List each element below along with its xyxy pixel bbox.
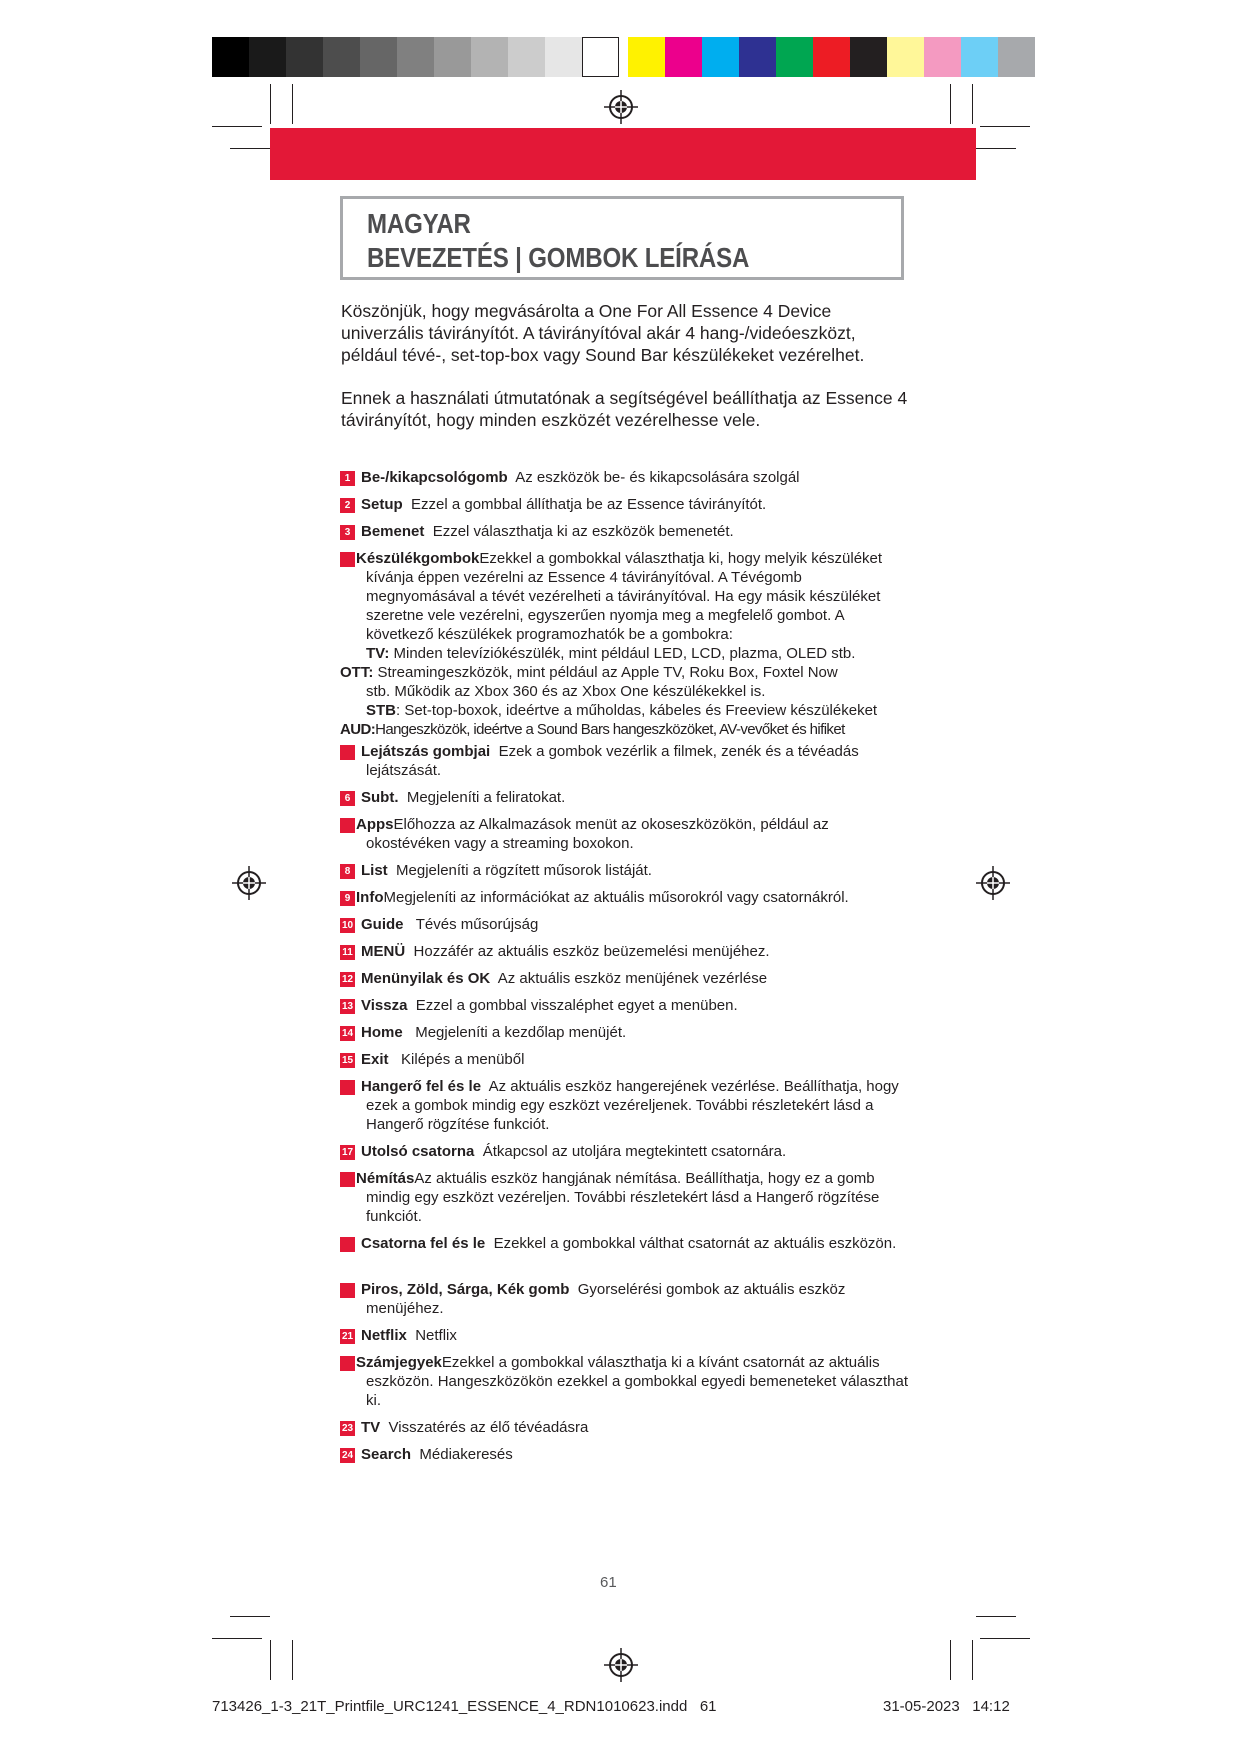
grayscale-color-bar — [212, 37, 619, 77]
item-number-badge: 9 — [340, 891, 355, 906]
item-text: Kilépés a menüből — [401, 1051, 525, 1068]
gray-swatch — [471, 37, 508, 77]
button-item-19 — [328, 1234, 912, 1253]
item-text: Tévés műsorújság — [415, 916, 539, 933]
crop-mark — [212, 1638, 262, 1639]
item-text: Átkapcsol az utoljára megtekintett csatornára. — [482, 1143, 787, 1160]
color-swatch — [665, 37, 702, 77]
registration-mark-icon — [604, 1648, 638, 1682]
button-item-8 — [340, 861, 912, 880]
item-title: TV — [361, 1419, 381, 1436]
button-item-10 — [340, 915, 912, 934]
crop-mark — [980, 1638, 1030, 1639]
item-title: Search — [361, 1446, 412, 1463]
item-title: Lejátszás gombjai — [361, 743, 491, 760]
device-aud-line: AUD:Hangeszközök, ideértve a Sound Bars hangeszközöket, AV-vevőket és hifiket — [340, 721, 845, 738]
button-item-22 — [328, 1353, 912, 1410]
gray-swatch — [434, 37, 471, 77]
item-title: List — [361, 862, 388, 879]
item-number-badge: 10 — [341, 920, 354, 931]
button-item-16 — [328, 1077, 912, 1134]
button-item-15 — [340, 1050, 912, 1069]
item-title: Netflix — [361, 1327, 407, 1344]
button-item-7 — [331, 815, 912, 853]
item-title: Apps — [356, 816, 394, 833]
item-number-badge: 14 — [341, 1028, 354, 1039]
device-tv-line: TV: Minden televíziókészülék, mint például LED, LCD, plazma, OLED stb. — [366, 645, 856, 662]
item-number-badge: 4 — [340, 552, 355, 567]
button-item-2 — [340, 495, 912, 514]
item-text: Ezekkel a gombokkal válthat csatornát az aktuális eszközön. — [493, 1235, 897, 1252]
intro-paragraph-2: Ennek a használati útmutatónak a segítségével beállíthatja az Essence 4 távirányítót, hogy minden eszközét vezérelhesse vele. — [341, 388, 908, 430]
gray-swatch — [212, 37, 249, 77]
button-item-20 — [328, 1280, 912, 1318]
item-text: Az aktuális eszköz hangjának némítása. Beállíthatja, hogy ez a gomb mindig egy eszközt vezéreljen. További részletekért lásd a Hangerő rögzítése funkciót. — [366, 1170, 880, 1225]
registration-mark-icon — [604, 90, 638, 124]
item-title: Menünyilak és OK — [361, 970, 491, 987]
color-swatch — [998, 37, 1035, 77]
item-text: Az eszközök be- és kikapcsolására szolgál — [515, 469, 800, 486]
item-number-badge: 19 — [340, 1237, 355, 1252]
color-swatch — [813, 37, 850, 77]
item-text: Visszatérés az élő tévéadásra — [388, 1419, 589, 1436]
item-number-badge: 16 — [340, 1080, 355, 1095]
gray-swatch — [397, 37, 434, 77]
crop-mark — [976, 1616, 1016, 1617]
item-text: Az aktuális eszköz menüjének vezérlése — [497, 970, 768, 987]
item-text: Netflix — [415, 1327, 457, 1344]
crop-mark — [212, 126, 262, 127]
item-text: Gyorselérési gombok az aktuális eszköz menüjéhez. — [366, 1281, 846, 1317]
gray-swatch — [323, 37, 360, 77]
item-text: Előhozza az Alkalmazások menüt az okoseszközökön, például az okostévéken vagy a streaming boxokon. — [366, 816, 829, 852]
item-text: Ezekkel a gombokkal választhatja ki a kívánt csatornát az aktuális eszközön. Hangeszközökön ezekkel a gombokkal egyedi bemeneteket választhat ki. — [366, 1354, 908, 1409]
footer-file-name: 713426_1-3_21T_Printfile_URC1241_ESSENCE_4_RDN1010623.indd 61 — [212, 1698, 717, 1715]
color-swatch — [776, 37, 813, 77]
intro-paragraph-1: Köszönjük, hogy megvásárolta a One For All Essence 4 Device univerzális távirányítót. A távirányítóval akár 4 hang-/videóeszközt, például tévé-, set-top-box vagy Sound Bar készülékeket vezérelhet. — [341, 301, 865, 365]
item-text: Megjeleníti a kezdőlap menüjét. — [415, 1024, 627, 1041]
item-number-badge: 5 — [340, 745, 355, 760]
item-title: Utolsó csatorna — [361, 1143, 475, 1160]
crop-mark — [972, 1640, 973, 1680]
item-number-badge: 11 — [340, 945, 355, 960]
item-number-badge: 15 — [341, 1055, 354, 1066]
button-item-21 — [340, 1326, 912, 1345]
item-title: Exit — [361, 1051, 389, 1068]
color-swatch — [924, 37, 961, 77]
item-number-badge: 17 — [341, 1147, 354, 1158]
item-title: Bemenet — [361, 523, 425, 540]
footer-timestamp: 31-05-2023 14:12 — [883, 1698, 1010, 1715]
crop-mark — [292, 1640, 293, 1680]
crop-mark — [230, 1616, 270, 1617]
item-text: Ezzel választhatja ki az eszközök bemenetét. — [432, 523, 734, 540]
crop-mark — [230, 148, 270, 149]
button-item-23 — [340, 1418, 912, 1437]
item-text: Az aktuális eszköz hangerejének vezérlése. Beállíthatja, hogy ezek a gombok mindig egy eszközt vezéreljenek. További részletekért lásd a Hangerő rögzítése funkciót. — [366, 1078, 899, 1133]
item-text: Médiakeresés — [419, 1446, 513, 1463]
item-title: Vissza — [361, 997, 408, 1014]
button-item-17 — [340, 1142, 912, 1161]
button-item-5 — [331, 742, 912, 780]
button-item-13 — [340, 996, 912, 1015]
item-title: Guide — [361, 916, 404, 933]
button-item-4 — [331, 549, 912, 739]
color-swatch — [628, 37, 665, 77]
gray-swatch — [286, 37, 323, 77]
item-title: Csatorna fel és le — [361, 1235, 486, 1252]
item-number-badge: 1 — [340, 471, 355, 486]
item-number-badge: 24 — [341, 1450, 354, 1461]
gray-swatch — [545, 37, 582, 77]
item-number-badge: 13 — [341, 1001, 354, 1012]
crop-mark — [980, 126, 1030, 127]
button-item-6 — [340, 788, 912, 807]
page-number: 61 — [600, 1574, 617, 1591]
button-item-14 — [340, 1023, 912, 1042]
color-swatch — [850, 37, 887, 77]
color-swatch — [961, 37, 998, 77]
item-number-badge: 7 — [340, 818, 355, 833]
gray-swatch — [249, 37, 286, 77]
color-swatch — [702, 37, 739, 77]
item-number-badge: 23 — [341, 1423, 354, 1434]
item-title: Hangerő fel és le — [361, 1078, 482, 1095]
item-text: Megjeleníti az információkat az aktuális műsorokról vagy csatornákról. — [383, 889, 849, 906]
item-number-badge: 21 — [341, 1331, 354, 1342]
crop-mark — [292, 84, 293, 124]
item-text: Hozzáfér az aktuális eszköz beüzemelési menüjéhez. — [413, 943, 770, 960]
device-ott-line: OTT: Streamingeszközök, mint például az Apple TV, Roku Box, Foxtel Now — [340, 664, 838, 681]
gray-swatch — [582, 37, 619, 77]
registration-mark-icon — [232, 866, 266, 900]
crop-mark — [972, 84, 973, 124]
button-item-3 — [340, 522, 912, 541]
gray-swatch — [508, 37, 545, 77]
item-title: Home — [361, 1024, 403, 1041]
section-heading-box — [340, 196, 904, 280]
crop-mark — [950, 1640, 951, 1680]
crop-mark — [270, 1640, 271, 1680]
item-text: Ezek a gombok vezérlik a filmek, zenék és a tévéadás lejátszását. — [366, 743, 859, 779]
item-text: Ezekkel a gombokkal választhatja ki, hogy melyik készüléket kívánja éppen vezérelni az Essence 4 távirányítóval. A Tévégomb megnyomásával a tévét vezérelheti a távirányítóval. Ha egy másik készüléket szeretne vele vezérelni, egyszerűen nyomja meg a megfelelő gombot. A következő készülékek programozhatók be a gombokra: — [366, 550, 883, 643]
item-title: Info — [356, 889, 384, 906]
process-color-bar — [628, 37, 1035, 77]
button-item-18 — [328, 1169, 912, 1226]
item-title: Subt. — [361, 789, 399, 806]
item-title: Setup — [361, 496, 403, 513]
registration-mark-icon — [976, 866, 1010, 900]
button-item-1 — [340, 468, 912, 487]
item-text: Ezzel a gombbal visszaléphet egyet a menüben. — [415, 997, 738, 1014]
gray-swatch — [360, 37, 397, 77]
button-item-9 — [340, 888, 912, 907]
section-heading: BEVEZETÉS | GOMBOK LEÍRÁSA — [367, 242, 750, 273]
item-number-badge: 2 — [340, 498, 355, 513]
item-text: Ezzel a gombbal állíthatja be az Essence távirányítót. — [411, 496, 767, 513]
item-number-badge: 6 — [340, 791, 355, 806]
color-swatch — [887, 37, 924, 77]
item-number-badge: 20 — [340, 1283, 355, 1298]
header-red-band — [270, 128, 976, 180]
item-number-badge: 3 — [340, 525, 355, 540]
item-number-badge: 22 — [340, 1356, 355, 1371]
color-swatch — [739, 37, 776, 77]
item-number-badge: 12 — [341, 974, 354, 985]
device-ott-line-2: stb. Működik az Xbox 360 és az Xbox One készülékekkel is. — [366, 683, 766, 700]
item-text: Megjeleníti a rögzített műsorok listáját. — [396, 862, 652, 879]
crop-mark — [950, 84, 951, 124]
button-item-12 — [340, 969, 912, 988]
item-title: MENÜ — [361, 943, 406, 960]
item-number-badge: 8 — [340, 864, 355, 879]
button-item-24 — [340, 1445, 912, 1464]
crop-mark — [270, 84, 271, 124]
item-title: Piros, Zöld, Sárga, Kék gomb — [361, 1281, 570, 1298]
item-title: Számjegyek — [356, 1354, 442, 1371]
item-title: Készülékgombok — [356, 550, 480, 567]
item-title: Némítás — [356, 1170, 415, 1187]
button-item-11 — [340, 942, 912, 961]
crop-mark — [976, 148, 1016, 149]
item-text: Megjeleníti a feliratokat. — [406, 789, 566, 806]
language-heading: MAGYAR — [367, 208, 471, 239]
item-title: Be-/kikapcsológomb — [361, 469, 508, 486]
device-stb-line: STB: Set-top-boxok, ideértve a műholdas, kábeles és Freeview készülékeket — [366, 702, 878, 719]
item-number-badge: 18 — [340, 1172, 355, 1187]
